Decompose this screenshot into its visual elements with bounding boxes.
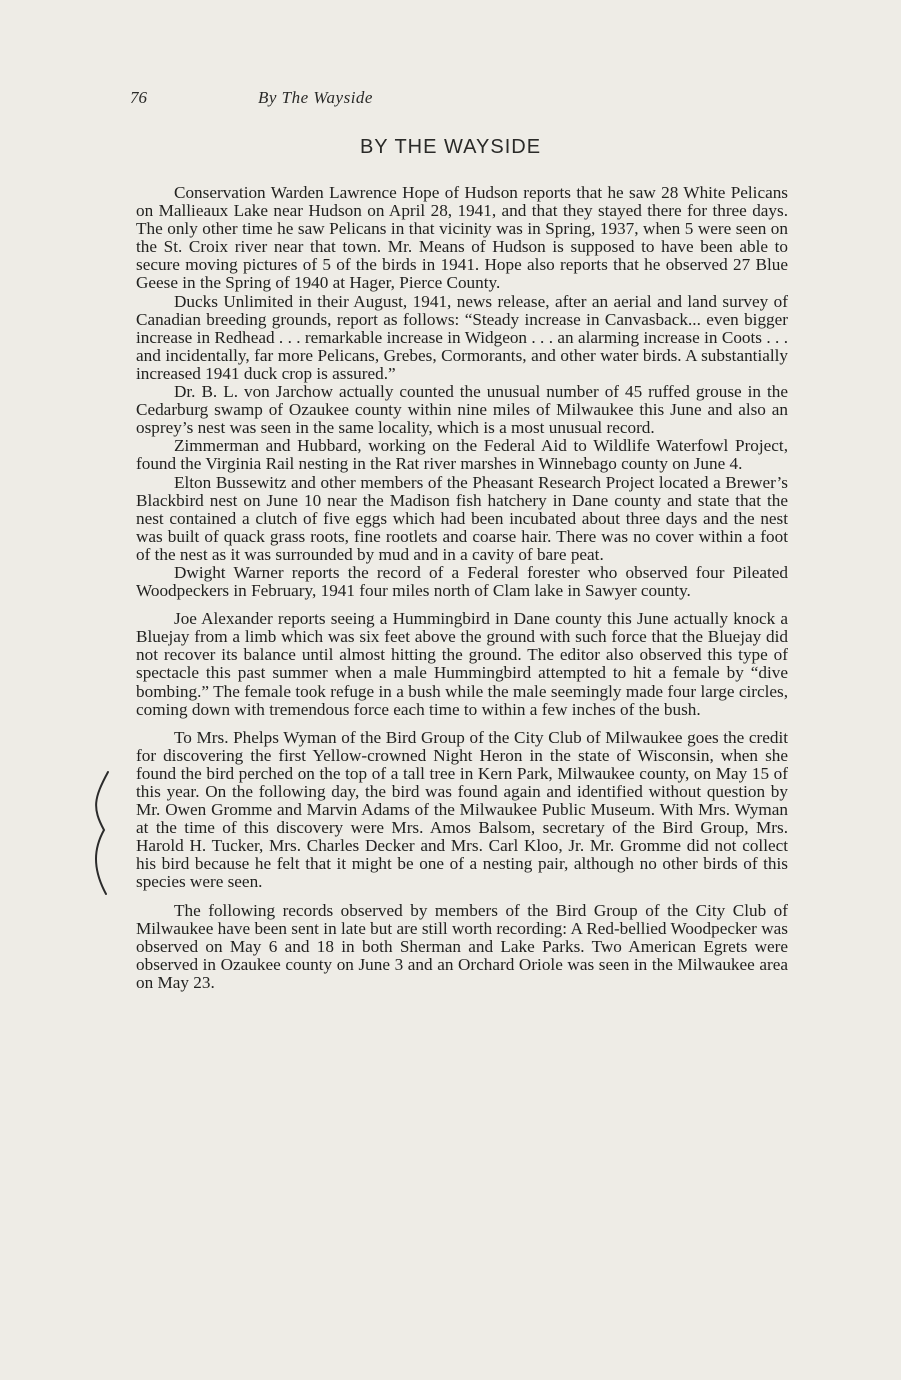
paragraph-late-records: The following records observed by members of the Bird Group of the City Club of Milwaukee have been sent in late but are still worth recording: A Red-bellied Woodpecker was observed on May 6 and 18 in both Sherman and Lake Parks. Two American Egrets were observed in Ozaukee county on June 3 and an Orchard Oriole was seen in the Milwaukee area on May 23. xyxy=(136,900,788,992)
running-title: By The Wayside xyxy=(258,88,373,107)
paragraph-ducks-unlimited: Ducks Unlimited in their August, 1941, news release, after an aerial and land survey of Canadian breeding grounds, report as follows: “Steady increase in Canvasback... even bigger increase in Redhead . . . remarkable increase in Widgeon . . . an alarming increase in Coots . . . and incidentally, far more Pelicans, Grebes, Cormorants, and other water birds. A substantially increased 1941 duck crop is assured.” xyxy=(136,291,788,383)
page-number: 76 xyxy=(130,88,147,107)
handwritten-bracket-mark xyxy=(86,768,116,898)
paragraph-virginia-rail: Zimmerman and Hubbard, working on the Federal Aid to Wildlife Waterfowl Project, found the Virginia Rail nesting in the Rat river marshes in Winnebago county on June 4. xyxy=(136,436,788,474)
article-title: BY THE WAYSIDE xyxy=(359,136,542,158)
paragraph-pelicans: Conservation Warden Lawrence Hope of Hudson reports that he saw 28 White Pelicans on Mallieaux Lake near Hudson on April 28, 1941, and that they stayed there for three days. The only other time he saw Pelicans in that vicinity was in Spring, 1937, when 5 were seen on the St. Croix river near that town. Mr. Means of Hudson is supposed to have been able to secure moving pictures of 5 of the birds in 1941. Hope also reports that he observed 27 Blue Geese in the Spring of 1940 at Hager, Pierce County. xyxy=(136,183,788,293)
paragraph-brewers-blackbird: Elton Bussewitz and other members of the Pheasant Research Project located a Brewer’s Blackbird nest on June 10 near the Madison fish hatchery in Dane county and state that the nest contained a clutch of five eggs which had been incubated about three days and the nest was built of quack grass roots, fine rootlets and coarse hair. There was no cover within a foot of the nest as it was surrounded by mud and in a cavity of bare peat. xyxy=(136,472,788,564)
paragraph-ruffed-grouse: Dr. B. L. von Jarchow actually counted the unusual number of 45 ruffed grouse in the Cedarburg swamp of Ozaukee county within nine miles of Milwaukee this June and also an osprey’s nest was seen in the same locality, which is a most unusual record. xyxy=(136,382,788,438)
article-body xyxy=(136,184,788,992)
running-header xyxy=(130,88,373,108)
paragraph-pileated-woodpeckers: Dwight Warner reports the record of a Federal forester who observed four Pileated Woodpeckers in February, 1941 four miles north of Clam lake in Sawyer county. xyxy=(136,562,788,601)
paragraph-night-heron: To Mrs. Phelps Wyman of the Bird Group of the City Club of Milwaukee goes the credit for discovering the first Yellow-crowned Night Heron in the state of Wisconsin, when she found the bird perched on the top of a tall tree in Kern Park, Milwaukee county, on May 15 of this year. On the following day, the bird was found again and identified without question by Mr. Owen Gromme and Marvin Adams of the Milwaukee Public Museum. With Mrs. Wyman at the time of this discovery were Mrs. Amos Balsom, secretary of the Bird Group, Mrs. Harold H. Tucker, Mrs. Charles Decker and Mrs. Carl Kloo, Jr. Mr. Gromme did not collect his bird because he felt that it might be one of a nesting pair, although no other birds of this species were seen. xyxy=(136,727,788,892)
paragraph-hummingbird: Joe Alexander reports seeing a Hummingbird in Dane county this June actually knock a Bluejay from a limb which was six feet above the ground with such force that the Bluejay did not recover its balance until almost hitting the ground. The editor also observed this type of spectacle this past summer when a male Hummingbird attempted to hit a female by “dive bombing.” The female took refuge in a bush while the male seemingly made four large circles, coming down with tremendous force each time to within a few inches of the bush. xyxy=(136,609,788,719)
